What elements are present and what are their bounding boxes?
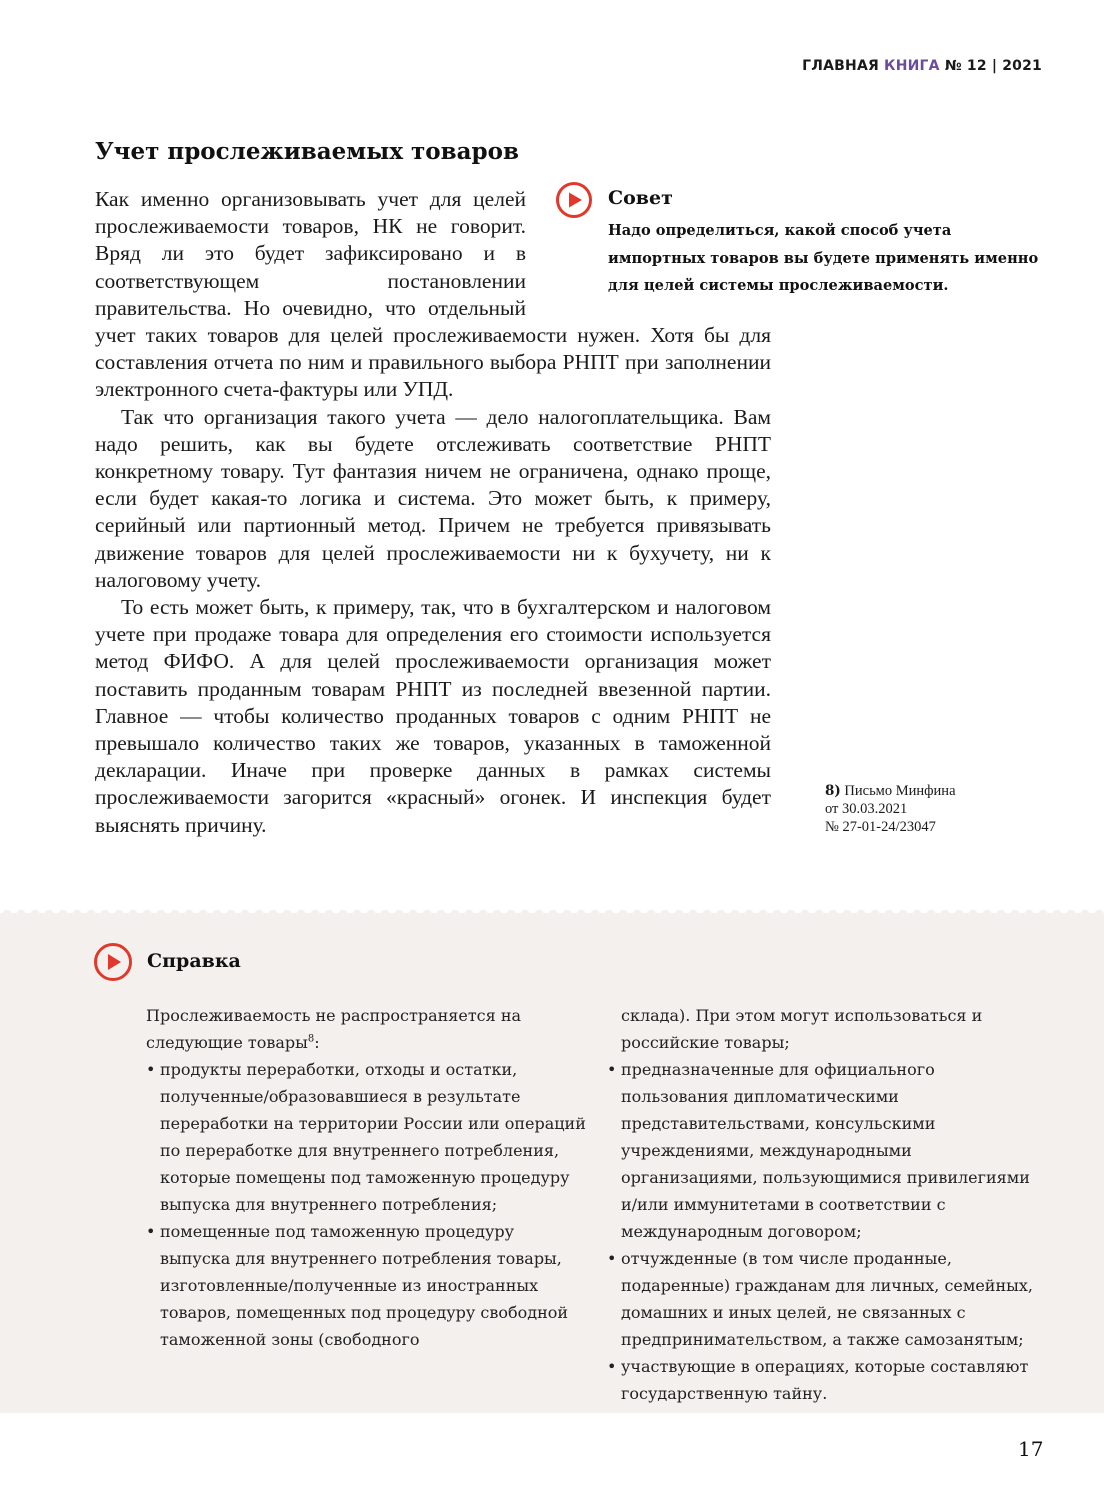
footnote-number: 8) <box>825 783 841 799</box>
list-item <box>607 1056 1047 1245</box>
list-item-continuation <box>607 1002 1047 1056</box>
list-item <box>607 1353 1047 1407</box>
reference-intro <box>146 1002 586 1056</box>
footnote-ref: 8 <box>307 1033 315 1045</box>
brand-name: ГЛАВНАЯ <box>802 58 879 74</box>
section-title: Учет прослеживаемых товаров <box>95 138 519 165</box>
scalloped-edge <box>0 908 1104 914</box>
list-item <box>146 1056 586 1218</box>
bullet: • <box>607 1249 617 1268</box>
list-item-text: склада). При этом могут использоваться и российские товары; <box>621 1006 983 1052</box>
issue-number: № 12 | 2021 <box>944 58 1042 74</box>
page-number: 17 <box>1018 1437 1044 1461</box>
list-item-text: продукты переработки, отходы и остатки, полученные/образовавшиеся в результате переработки на территории России или операций по переработке для внутреннего потребления, которые помещены под таможенную процедуру выпуска для внутреннего потребления; <box>160 1060 586 1214</box>
footnote-line: от 30.03.2021 <box>825 801 908 817</box>
bullet: • <box>146 1060 156 1079</box>
reference-list <box>146 1056 586 1353</box>
running-header <box>802 58 1042 74</box>
footnote-line: № 27-01-24/23047 <box>825 819 936 835</box>
reference-title: Справка <box>147 950 241 972</box>
play-circle-icon <box>93 942 133 982</box>
paragraph: То есть может быть, к примеру, так, что в бухгалтерском и налоговом учете при продаже товара для определения его стоимости используется метод ФИФО. А для целей прослеживаемости организация может поставить проданным товарам РНПТ из последней ввезенной партии. Главное — чтобы количество проданных товаров с одним РНПТ не превышало количество таких же товаров, указанных в таможенной декларации. Иначе при проверке данных в рамках системы прослеживаемости загорится «красный» огонек. И инспекция будет выяснять причину. <box>95 595 771 837</box>
footnote <box>825 782 1025 836</box>
paragraph: Как именно организовывать учет для целей прослеживаемости товаров, НК не говорит. Вряд ли это будет зафиксировано и в соответствующем постановлении правительства. Но очевидно, что отдельный учет таких товаров для целей прослеживаемости нужен. Хотя бы для составления отчета по ним и правильного выбора РНПТ при заполнении электронного счета-фактуры или УПД. <box>95 187 771 402</box>
list-item <box>607 1245 1047 1353</box>
reference-box <box>0 913 1104 1413</box>
bullet: • <box>607 1357 617 1376</box>
reference-list <box>607 1002 1047 1407</box>
list-item-text: помещенные под таможенную процедуру выпуска для внутреннего потребления товары, изготовленные/полученные из иностранных товаров, помещенных под процедуру свободной таможенной зоны (свободного <box>160 1222 569 1349</box>
list-item-text: участвующие в операциях, которые составляют государственную тайну. <box>621 1357 1029 1403</box>
tip-text: Надо определиться, какой способ учета импортных товаров вы будете применять именно для целей системы прослеживаемости. <box>608 222 1039 294</box>
intro-colon: : <box>314 1033 320 1052</box>
list-item-text: предназначенные для официального пользования дипломатическими представительствами, консульскими учреждениями, международными организациями, пользующимися привилегиями и/или иммунитетами в соответствии с международным договором; <box>621 1060 1030 1241</box>
list-item <box>146 1218 586 1353</box>
tip-title: Совет <box>608 187 673 209</box>
brand-name-accent: КНИГА <box>884 58 940 74</box>
intro-text: Прослеживаемость не распространяется на следующие товары <box>146 1006 522 1052</box>
bullet: • <box>146 1222 156 1241</box>
footnote-line: Письмо Минфина <box>844 783 956 799</box>
reference-column-right <box>607 1002 1047 1407</box>
bullet: • <box>607 1060 617 1079</box>
list-item-text: отчужденные (в том числе проданные, подаренные) гражданам для личных, семейных, домашних и иных целей, не связанных с предпринимательством, а также самозанятым; <box>621 1249 1033 1349</box>
paragraph: Так что организация такого учета — дело налогоплательщика. Вам надо решить, как вы будете отслеживать соответствие РНПТ конкретному товару. Тут фантазия ничем не ограничена, однако проще, если будет какая-то логика и система. Это может быть, к примеру, серийный или партионный метод. Причем не требуется привязывать движение товаров для целей прослеживаемости ни к бухучету, ни к налоговому учету. <box>95 404 771 592</box>
reference-column-left <box>146 1002 586 1353</box>
play-circle-icon <box>555 181 593 219</box>
